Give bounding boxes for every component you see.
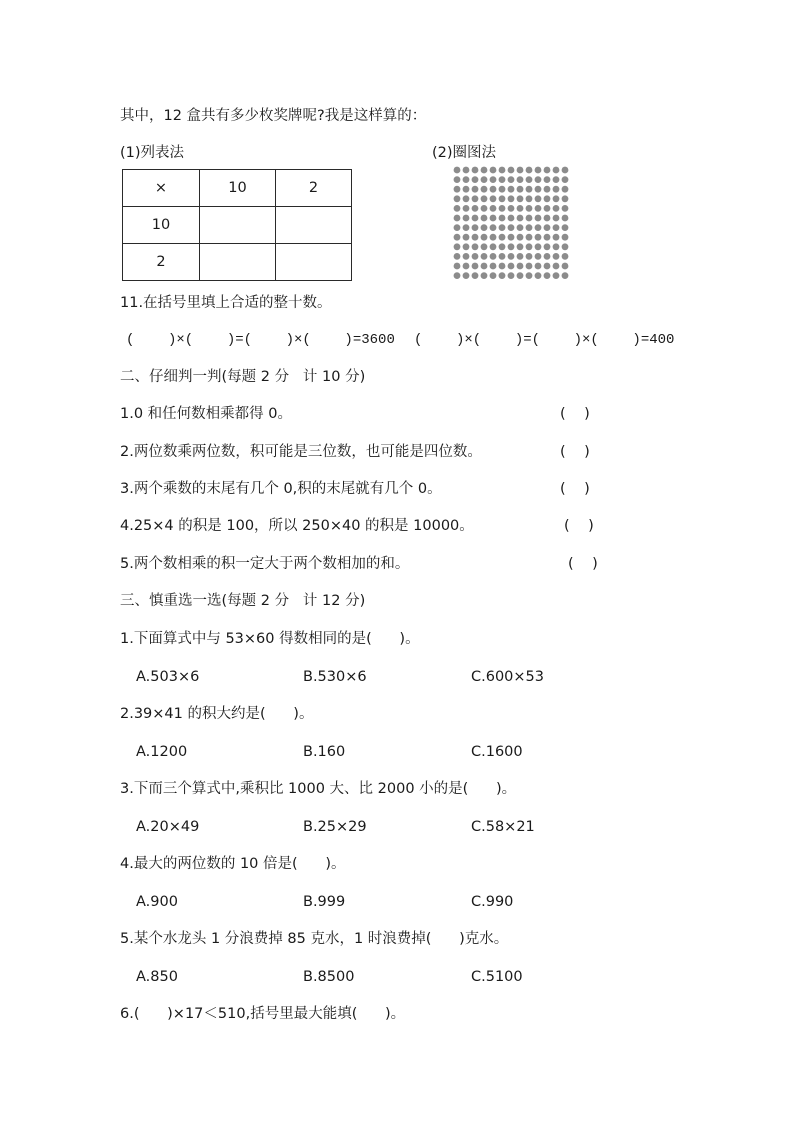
dot	[544, 186, 551, 193]
dot	[553, 224, 560, 231]
dot	[481, 205, 488, 212]
dot	[517, 195, 524, 202]
dot	[526, 234, 533, 241]
dot	[472, 272, 479, 279]
dot	[526, 224, 533, 231]
dot	[535, 224, 542, 231]
dot	[544, 263, 551, 270]
dot	[544, 167, 551, 174]
dot	[553, 215, 560, 222]
dot	[526, 253, 533, 260]
dot	[535, 195, 542, 202]
dot	[553, 186, 560, 193]
dot	[490, 234, 497, 241]
dot	[499, 243, 506, 250]
dot	[481, 224, 488, 231]
table-cell[interactable]	[276, 244, 352, 281]
dot	[508, 176, 515, 183]
dot	[463, 234, 470, 241]
judge-item-1: 1.0 和任何数相乘都得 0。	[120, 406, 293, 422]
multiplication-table	[122, 169, 352, 281]
dot	[517, 205, 524, 212]
dot	[517, 243, 524, 250]
dot	[535, 167, 542, 174]
table-cell[interactable]	[200, 244, 276, 281]
dot	[454, 224, 461, 231]
option-a[interactable]: A.850	[136, 969, 178, 985]
dot	[472, 215, 479, 222]
dot	[472, 176, 479, 183]
dot	[526, 195, 533, 202]
dot	[490, 195, 497, 202]
table-cell[interactable]	[276, 207, 352, 244]
dot	[535, 215, 542, 222]
dot	[553, 263, 560, 270]
dot	[553, 253, 560, 260]
dot	[517, 186, 524, 193]
dot	[490, 272, 497, 279]
option-b[interactable]: B.530×6	[303, 669, 367, 685]
choice-question-2: 2.39×41 的积大约是( )。	[120, 706, 314, 722]
dot	[544, 253, 551, 260]
method1-label: (1)列表法	[120, 145, 185, 161]
choice-question-1: 1.下面算式中与 53×60 得数相同的是( )。	[120, 631, 420, 647]
dot	[562, 195, 569, 202]
dot	[508, 186, 515, 193]
dot	[526, 186, 533, 193]
dot	[517, 167, 524, 174]
answer-paren[interactable]: ( )	[564, 518, 594, 534]
intro-text: 其中，12 盒共有多少枚奖牌呢?我是这样算的：	[120, 108, 427, 124]
table-cell: 10	[123, 207, 200, 244]
dot	[463, 186, 470, 193]
dot	[553, 243, 560, 250]
dot	[472, 205, 479, 212]
dot	[517, 176, 524, 183]
choice-question-6: 6.( )×17＜510,括号里最大能填( )。	[120, 1006, 406, 1022]
dot	[454, 195, 461, 202]
dot	[454, 176, 461, 183]
dot	[472, 243, 479, 250]
judge-item-4: 4.25×4 的积是 100，所以 250×40 的积是 10000。	[120, 518, 474, 534]
dot	[481, 253, 488, 260]
dot	[562, 186, 569, 193]
dot	[553, 234, 560, 241]
dot	[526, 176, 533, 183]
dot	[526, 263, 533, 270]
option-a[interactable]: A.1200	[136, 744, 188, 760]
dot	[553, 176, 560, 183]
option-b[interactable]: B.8500	[303, 969, 355, 985]
dot	[499, 176, 506, 183]
dot	[490, 253, 497, 260]
dot	[526, 272, 533, 279]
dot	[562, 234, 569, 241]
answer-paren[interactable]: ( )	[560, 481, 590, 497]
option-c[interactable]: C.58×21	[471, 819, 535, 835]
dot	[454, 215, 461, 222]
option-b[interactable]: B.999	[303, 894, 346, 910]
dot	[526, 215, 533, 222]
dot	[499, 272, 506, 279]
answer-paren[interactable]: ( )	[560, 444, 590, 460]
dot	[508, 253, 515, 260]
dot	[508, 263, 515, 270]
dot	[490, 243, 497, 250]
dot	[544, 272, 551, 279]
dot	[490, 186, 497, 193]
dot	[526, 167, 533, 174]
dot	[499, 167, 506, 174]
dot	[454, 234, 461, 241]
table-cell: 10	[200, 170, 276, 207]
dot	[463, 176, 470, 183]
dot	[535, 253, 542, 260]
dot	[562, 176, 569, 183]
dot	[508, 234, 515, 241]
dot	[454, 253, 461, 260]
dot	[472, 167, 479, 174]
table-row	[123, 207, 352, 244]
dot	[553, 195, 560, 202]
dot	[535, 243, 542, 250]
option-c[interactable]: C.990	[471, 894, 514, 910]
choice-question-5: 5.某个水龙头 1 分浪费掉 85 克水，1 时浪费掉( )克水。	[120, 931, 509, 947]
dot	[463, 272, 470, 279]
dot	[544, 176, 551, 183]
dot	[490, 205, 497, 212]
dot	[517, 272, 524, 279]
dot	[454, 272, 461, 279]
dot	[499, 195, 506, 202]
dot	[544, 243, 551, 250]
option-a[interactable]: A.900	[136, 894, 178, 910]
dot	[499, 205, 506, 212]
dot	[517, 263, 524, 270]
dot	[508, 195, 515, 202]
dot-grid-figure	[452, 164, 572, 286]
dot	[562, 215, 569, 222]
dot	[463, 215, 470, 222]
dot	[472, 234, 479, 241]
section3-title: 三、慎重选一选(每题 2 分 计 12 分)	[120, 593, 366, 609]
dot	[454, 186, 461, 193]
dot	[526, 205, 533, 212]
dot	[454, 243, 461, 250]
dot	[535, 272, 542, 279]
dot	[544, 205, 551, 212]
dot	[508, 215, 515, 222]
dot	[535, 234, 542, 241]
table-cell: 2	[276, 170, 352, 207]
dot	[544, 224, 551, 231]
dot	[517, 253, 524, 260]
dot	[508, 167, 515, 174]
dot	[508, 205, 515, 212]
dot	[472, 253, 479, 260]
dot	[553, 272, 560, 279]
dot	[454, 167, 461, 174]
dot	[517, 215, 524, 222]
dot	[562, 253, 569, 260]
q11-equation-2: ( )×( )=( )×( )=400	[414, 332, 675, 348]
dot	[463, 205, 470, 212]
dot	[562, 167, 569, 174]
answer-paren[interactable]: ( )	[568, 556, 598, 572]
dot	[490, 176, 497, 183]
dot	[463, 167, 470, 174]
table-cell[interactable]	[200, 207, 276, 244]
dot	[562, 272, 569, 279]
dot	[526, 243, 533, 250]
dot	[535, 263, 542, 270]
dot	[517, 234, 524, 241]
option-a[interactable]: A.20×49	[136, 819, 200, 835]
q11-equation-1: ( )×( )=( )×( )=3600	[126, 332, 395, 348]
dot	[454, 205, 461, 212]
dot	[508, 272, 515, 279]
dot	[490, 215, 497, 222]
dot	[562, 205, 569, 212]
dot	[508, 243, 515, 250]
dot	[553, 205, 560, 212]
dot	[481, 263, 488, 270]
option-c[interactable]: C.1600	[471, 744, 523, 760]
option-b[interactable]: B.160	[303, 744, 346, 760]
dot	[472, 263, 479, 270]
dot	[553, 167, 560, 174]
dot	[481, 195, 488, 202]
dot	[490, 224, 497, 231]
dot	[481, 243, 488, 250]
judge-item-2: 2.两位数乘两位数，积可能是三位数，也可能是四位数。	[120, 444, 482, 460]
dot	[463, 195, 470, 202]
option-a[interactable]: A.503×6	[136, 669, 200, 685]
table-cell: 2	[123, 244, 200, 281]
dot	[463, 253, 470, 260]
dot	[481, 215, 488, 222]
dot	[490, 263, 497, 270]
dot	[463, 263, 470, 270]
dot	[499, 215, 506, 222]
table-row	[123, 170, 352, 207]
dot	[499, 263, 506, 270]
dot	[508, 224, 515, 231]
dot	[481, 176, 488, 183]
choice-question-3: 3.下而三个算式中,乘积比 1000 大、比 2000 小的是( )。	[120, 781, 517, 797]
dot	[472, 224, 479, 231]
dot	[544, 195, 551, 202]
dot	[481, 234, 488, 241]
table-cell: ×	[123, 170, 200, 207]
choice-question-4: 4.最大的两位数的 10 倍是( )。	[120, 856, 346, 872]
section2-title: 二、仔细判一判(每题 2 分 计 10 分)	[120, 369, 366, 385]
dot	[562, 224, 569, 231]
dot	[499, 234, 506, 241]
dot	[481, 272, 488, 279]
q11-title: 11.在括号里填上合适的整十数。	[120, 295, 332, 311]
option-c[interactable]: C.5100	[471, 969, 523, 985]
dot	[499, 186, 506, 193]
dot	[517, 224, 524, 231]
dot	[463, 243, 470, 250]
judge-item-5: 5.两个数相乘的积一定大于两个数相加的和。	[120, 556, 410, 572]
dot	[490, 167, 497, 174]
dot	[562, 243, 569, 250]
dot	[472, 186, 479, 193]
dot	[472, 195, 479, 202]
method2-label: (2)圈图法	[432, 145, 497, 161]
dot	[544, 234, 551, 241]
dot	[499, 253, 506, 260]
dot	[481, 186, 488, 193]
dot	[544, 215, 551, 222]
judge-item-3: 3.两个乘数的末尾有几个 0,积的末尾就有几个 0。	[120, 481, 442, 497]
dot	[481, 167, 488, 174]
answer-paren[interactable]: ( )	[560, 406, 590, 422]
option-c[interactable]: C.600×53	[471, 669, 545, 685]
dot	[499, 224, 506, 231]
dot	[463, 224, 470, 231]
option-b[interactable]: B.25×29	[303, 819, 367, 835]
dot	[535, 186, 542, 193]
dot	[454, 263, 461, 270]
table-row	[123, 244, 352, 281]
dot	[562, 263, 569, 270]
dot	[535, 176, 542, 183]
dot	[535, 205, 542, 212]
